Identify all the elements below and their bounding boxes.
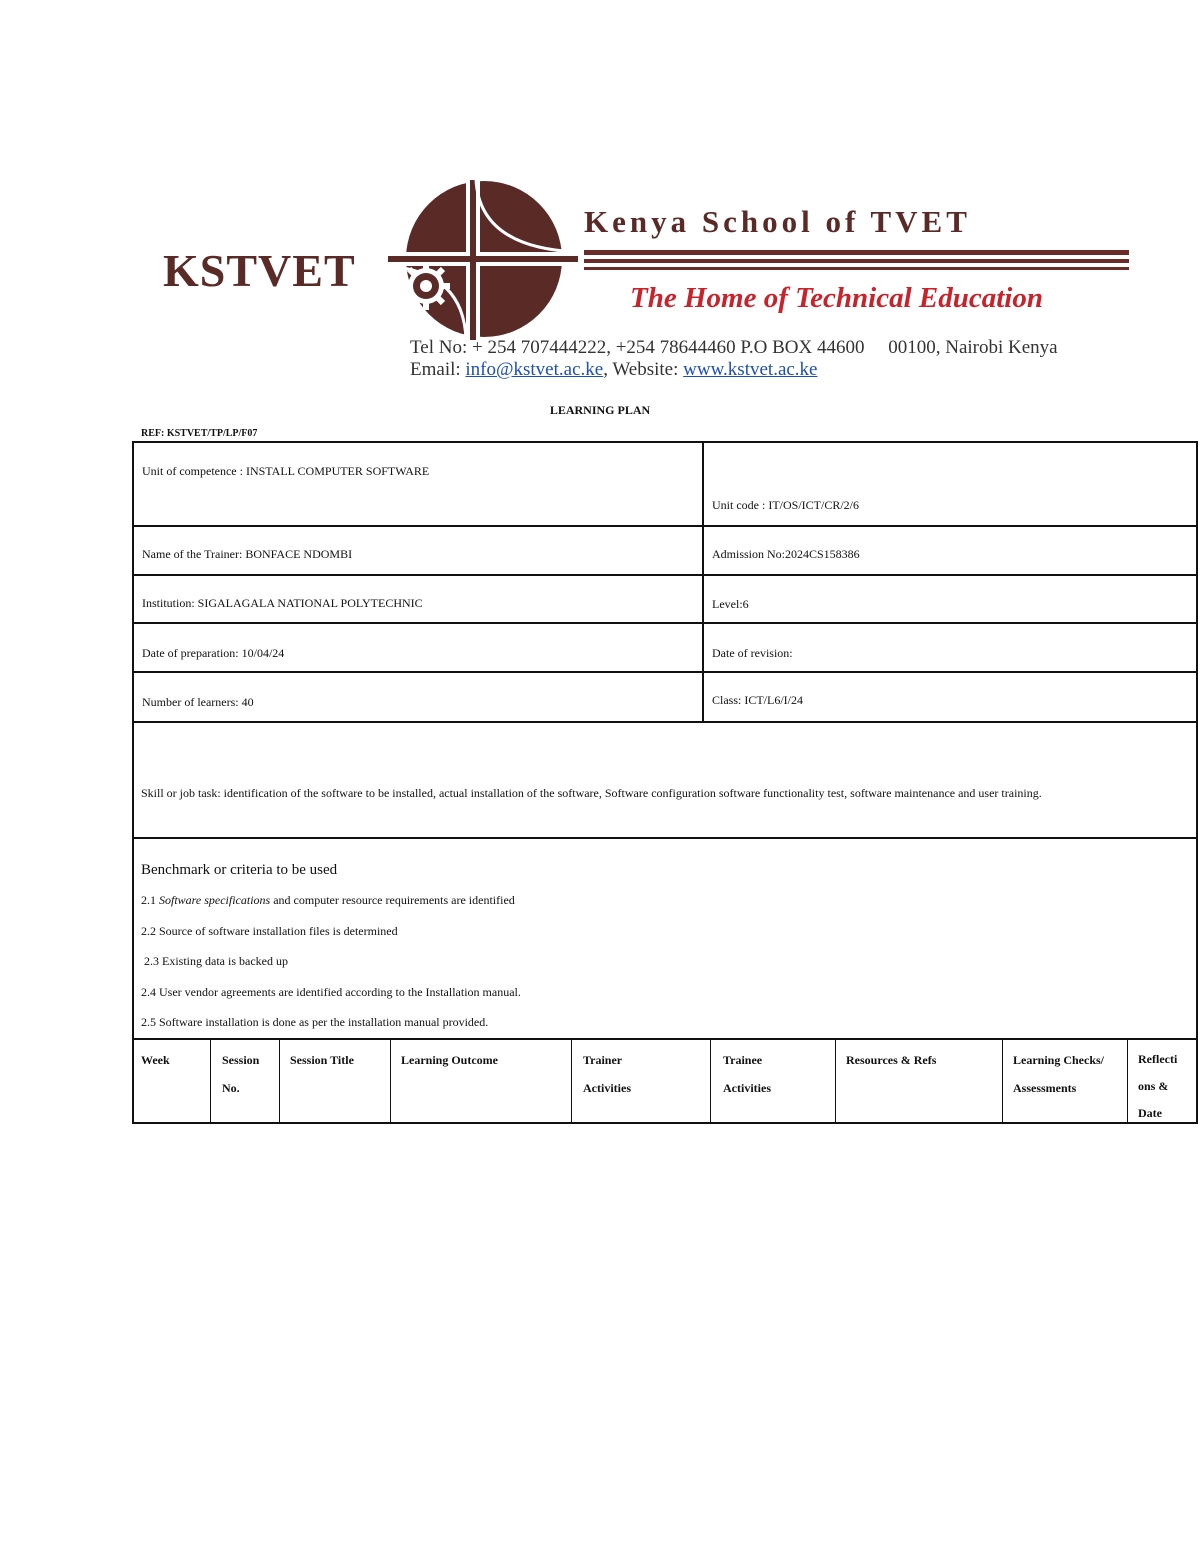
date-of-revision: Date of revision: (712, 646, 793, 660)
grid-line (132, 441, 134, 1124)
contact-telephone: Tel No: + 254 707444222, +254 78644460 P.O BOX 44600 00100, Nairobi Kenya (410, 337, 1058, 358)
header-text: ons & (1138, 1079, 1169, 1093)
grid-line (132, 1122, 1198, 1124)
header-text: Trainee (723, 1053, 763, 1067)
contact-email-line (410, 359, 818, 381)
criterion-item (141, 893, 515, 908)
criterion-text: Source of software installation files is determined (159, 924, 398, 938)
header-text: Date (1138, 1106, 1162, 1120)
institution: Institution: SIGALAGALA NATIONAL POLYTECHNIC (142, 596, 423, 610)
grid-line (132, 574, 1198, 576)
header-text: Activities (583, 1081, 631, 1095)
col-learning-outcome (401, 1046, 498, 1074)
grid-line (132, 837, 1198, 839)
header-text: Reflecti (1138, 1052, 1178, 1066)
header-stripe (584, 250, 1129, 255)
header-text: Session Title (290, 1053, 354, 1067)
benchmark-title: Benchmark or criteria to be used (141, 862, 338, 878)
criterion-item (141, 954, 288, 969)
header-text: Learning Outcome (401, 1053, 498, 1067)
criterion-text: Existing data is backed up (162, 954, 288, 968)
grid-line (1127, 1038, 1128, 1124)
grid-line (132, 721, 1198, 723)
criterion-number: 2.1 (141, 893, 159, 907)
col-session-title (290, 1046, 354, 1074)
grid-line (710, 1038, 711, 1124)
col-trainer-activities (583, 1046, 631, 1102)
header-text: Learning Checks/ (1013, 1053, 1105, 1067)
criterion-text: User vendor agreements are identified according to the Installation manual. (159, 985, 521, 999)
website-link[interactable]: www.kstvet.ac.ke (683, 359, 818, 380)
grid-line (1002, 1038, 1003, 1124)
col-trainee-activities (723, 1046, 771, 1102)
class: Class: ICT/L6/I/24 (712, 693, 803, 707)
level: Level:6 (712, 597, 749, 611)
criterion-number: 2.2 (141, 924, 159, 938)
header-text: No. (222, 1081, 240, 1095)
grid-line (132, 622, 1198, 624)
document-title: LEARNING PLAN (549, 403, 651, 417)
header-text: Trainer (583, 1053, 623, 1067)
grid-line (279, 1038, 280, 1124)
email-label: Email: (410, 359, 466, 380)
criterion-text: Software installation is done as per the installation manual provided. (159, 1015, 489, 1029)
unit-of-competence: Unit of competence : INSTALL COMPUTER SOFTWARE (142, 464, 430, 478)
number-of-learners: Number of learners: 40 (142, 695, 254, 709)
kstvet-emblem-icon (388, 180, 578, 340)
grid-line (132, 1038, 1198, 1040)
skill-job-task: Skill or job task: identification of the software to be installed, actual installation of the software, Software configuration software functionality test, software maintenance and user training. (141, 786, 1042, 800)
admission-number: Admission No:2024CS158386 (712, 547, 860, 561)
header-text: Resources & Refs (846, 1053, 937, 1067)
school-name: Kenya School of TVET (584, 204, 971, 239)
grid-line (132, 441, 1198, 443)
criterion-item (141, 985, 521, 1000)
grid-line (390, 1038, 391, 1124)
header-text: Week (141, 1053, 170, 1067)
col-week (141, 1046, 170, 1074)
website-label: , Website: (603, 359, 684, 380)
criterion-text: and computer resource requirements are identified (270, 893, 515, 907)
criterion-item (141, 924, 398, 939)
criterion-item (141, 1015, 488, 1030)
col-reflections-date (1138, 1046, 1177, 1127)
unit-code: Unit code : IT/OS/ICT/CR/2/6 (712, 498, 859, 512)
grid-line (132, 671, 1198, 673)
grid-line (1196, 441, 1198, 1124)
grid-line (132, 525, 1198, 527)
header-stripe (584, 259, 1129, 263)
criterion-number: 2.5 (141, 1015, 159, 1029)
header-stripe (584, 267, 1129, 270)
grid-line (210, 1038, 211, 1124)
header-text: Session (222, 1053, 260, 1067)
email-link[interactable]: info@kstvet.ac.ke (465, 359, 604, 380)
grid-line (702, 441, 704, 723)
trainer-name: Name of the Trainer: BONFACE NDOMBI (142, 547, 353, 561)
col-learning-checks (1013, 1046, 1104, 1102)
reference-code: REF: KSTVET/TP/LP/F07 (141, 428, 258, 439)
grid-line (835, 1038, 836, 1124)
header-text: Activities (723, 1081, 771, 1095)
criterion-number: 2.4 (141, 985, 159, 999)
col-session-no (222, 1046, 259, 1102)
tagline: The Home of Technical Education (630, 282, 1043, 314)
header-text: Assessments (1013, 1081, 1077, 1095)
criterion-emphasis: Software specifications (159, 893, 271, 907)
col-resources-refs (846, 1046, 936, 1074)
criterion-number: 2.3 (141, 954, 162, 968)
grid-line (571, 1038, 572, 1124)
logo-text: KSTVET (163, 245, 356, 296)
date-of-preparation: Date of preparation: 10/04/24 (142, 646, 285, 660)
